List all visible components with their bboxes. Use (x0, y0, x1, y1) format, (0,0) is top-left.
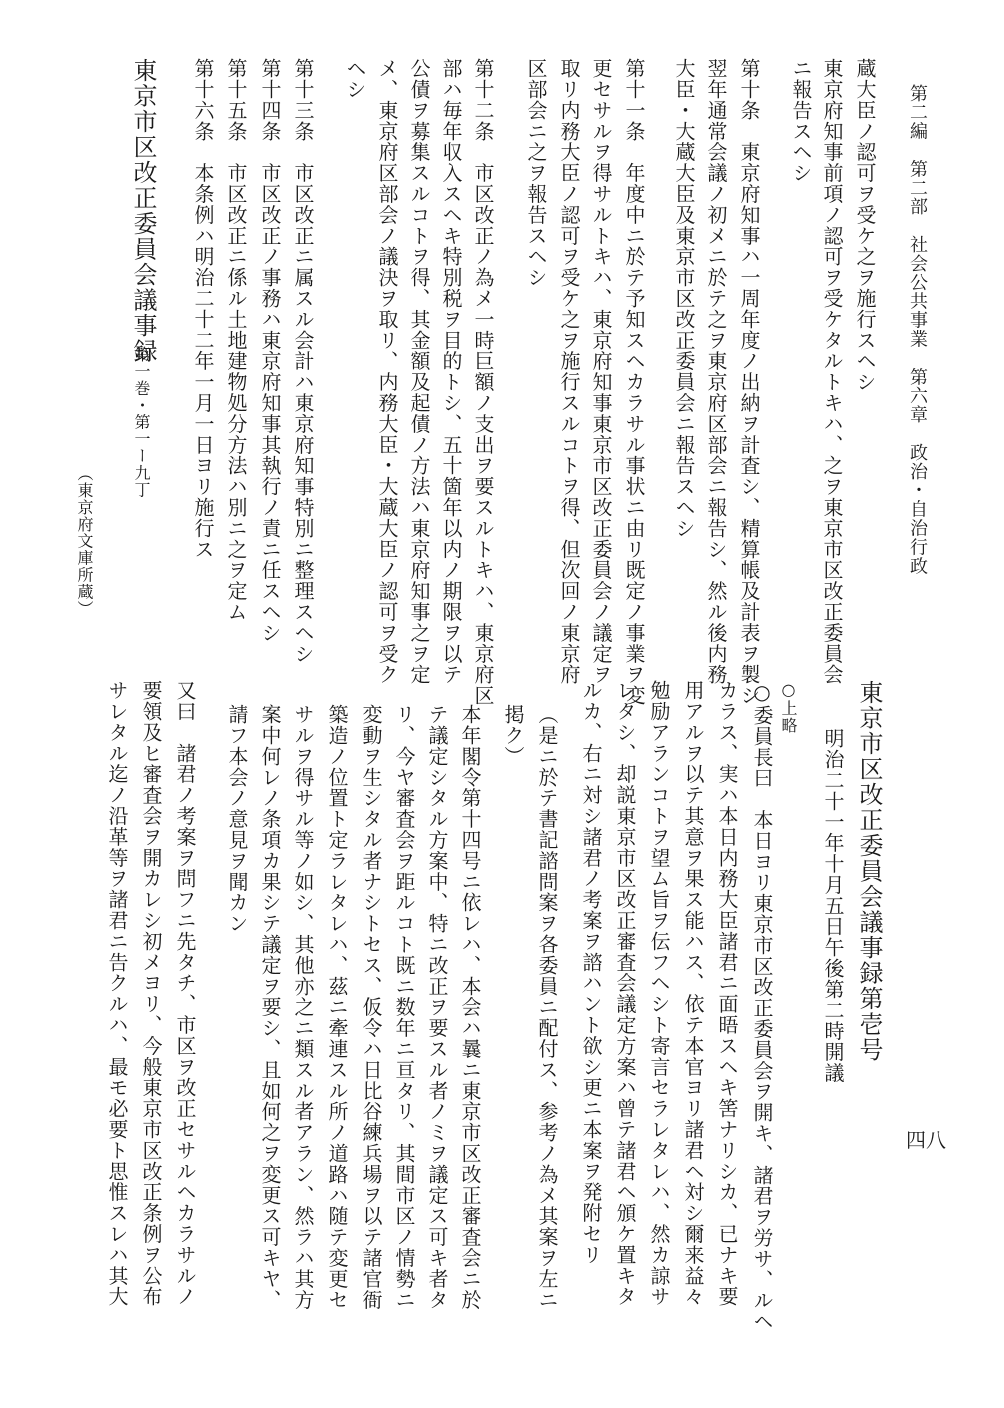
text-line: 区部会ニ之ヲ報告スヘシ (524, 58, 548, 288)
text-line: メ、東京府区部会ノ議決ヲ取リ、内務大臣・大蔵大臣ノ認可ヲ受ク (375, 58, 399, 685)
text-line: 要領及ヒ審査会ヲ開カレシ初メヨリ、今般東京市区改正条例ヲ公布 (139, 680, 163, 1307)
omission-mark: ○上略 (779, 680, 798, 734)
text-line: 公債ヲ募集スルコトヲ得、其金額及起債ノ方法ハ東京府知事之ヲ定 (407, 58, 431, 685)
chairman-remark-2: 又曰 諸君ノ考案ヲ問フニ先タチ、市区ヲ改正セサルヘカラサルノ (173, 680, 197, 1307)
text-line: 変動ヲ生シタル者ナシトセス、仮令ハ日比谷練兵場ヲ以テ諸官衙 (359, 704, 383, 1311)
source-archive: （東京府文庫所蔵） (75, 465, 94, 618)
page-number: 四八 (906, 1128, 946, 1152)
text-line: ニ報告スヘシ (789, 58, 813, 184)
text-line: 取リ内務大臣ノ認可ヲ受ケ之ヲ施行スルコトヲ得、但次回ノ東京府 (557, 58, 581, 685)
text-line: 築造ノ位置ト定ラレタレハ、茲ニ牽連スル所ノ道路ハ随テ変更セ (325, 704, 349, 1311)
editorial-note: （是ニ於テ書記諮問案ヲ各委員ニ配付ス、参考ノ為メ其案ヲ左ニ (535, 704, 559, 1311)
article-10-line: 第十条 東京府知事ハ一周年度ノ出納ヲ計査シ、精算帳及計表ヲ製シ (737, 58, 761, 706)
text-line: レタシ、却説東京市区改正審査会議定方案ハ曾テ諸君ヘ頒ケ置キタ (613, 680, 637, 1307)
article-12-line: 第十二条 市区改正ノ為メ一時巨額ノ支出ヲ要スルトキハ、東京府区 (471, 58, 495, 706)
text-line: 大臣・大蔵大臣及東京市区改正委員会ニ報告スヘシ (672, 58, 696, 539)
text-line: 請フ本会ノ意見ヲ聞カン (225, 704, 249, 934)
text-line: 蔵大臣ノ認可ヲ受ケ之ヲ施行スヘシ (853, 58, 877, 393)
text-line: サレタル迄ノ沿革等ヲ諸君ニ告クルハ、最モ必要ト思惟スレハ其大 (105, 680, 129, 1307)
text-line: カラス、実ハ本日内務大臣諸君ニ面晤スヘキ筈ナリシカ、已ナキ要 (715, 680, 739, 1307)
text-line: 掲ク） (501, 704, 525, 767)
text-line: ヘシ (343, 58, 367, 100)
text-line: テ議定シタル方案中、特ニ改正ヲ要スル者ノミヲ議定ス可キ者タ (425, 704, 449, 1311)
running-head: 第二編 第二部 社会公共事業 第六章 政治・自治行政 (907, 84, 928, 576)
text-line: 勉励アランコトヲ望ム旨ヲ伝フヘシト寄言セラレタレハ、然カ諒サ (647, 680, 671, 1307)
source-title: 東京市区改正委員会議事録 (129, 58, 157, 364)
meeting-date: 明治二十一年十月五日午後第二時開議 (821, 728, 845, 1084)
text-line: サルヲ得サル等ノ如シ、其他亦之ニ類スル者アラン、然ラハ其方 (291, 704, 315, 1311)
text-line: 翌年通常会議ノ初メニ於テ之ヲ東京府区部会ニ報告シ、然ル後内務 (704, 58, 728, 685)
minutes-title: 東京市区改正委員会議事録第壱号 (855, 680, 883, 1063)
source-volume: 第一巻・第一ー九丁 (132, 346, 151, 499)
article-11-line: 第十一条 年度中ニ於テ予知スヘカラサル事状ニ由リ既定ノ事業ヲ変 (622, 58, 646, 706)
article-16-line: 第十六条 本条例ハ明治二十二年一月一日ヨリ施行ス (191, 58, 215, 560)
article-13-line: 第十三条 市区改正ニ属スル会計ハ東京府知事特別ニ整理スヘシ (291, 58, 315, 665)
text-line: 更セサルヲ得サルトキハ、東京府知事東京市区改正委員会ノ議定ヲ (589, 58, 613, 685)
text-line: 用アルヲ以テ其意ヲ果ス能ハス、依テ本官ヨリ諸君ヘ対シ爾来益々 (681, 680, 705, 1307)
article-14-line: 第十四条 市区改正ノ事務ハ東京府知事其執行ノ責ニ任スヘシ (258, 58, 282, 644)
text-line: リ、今ヤ審査会ヲ距ルコト既ニ数年ニ亘タリ、其間市区ノ情勢ニ (392, 704, 416, 1311)
chairman-remark: ○委員長曰 本日ヨリ東京市区改正委員会ヲ開キ、諸君ヲ労サ、ルヘ (750, 680, 774, 1332)
text-line: 案中何レノ条項カ果シテ議定ヲ要シ、且如何之ヲ変更ス可キヤ、 (258, 704, 282, 1311)
text-line: ルカ、右ニ対シ諸君ノ考案ヲ諮ハント欲シ更ニ本案ヲ発附セリ (579, 680, 603, 1266)
text-line: 部ハ毎年収入スヘキ特別税ヲ目的トシ、五十箇年以内ノ期限ヲ以テ (439, 58, 463, 685)
inquiry-text: 本年閣令第十四号ニ依レハ、本会ハ曩ニ東京市区改正審査会ニ於 (458, 704, 482, 1311)
text-line: 東京府知事前項ノ認可ヲ受ケタルトキハ、之ヲ東京市区改正委員会 (820, 58, 844, 685)
article-15-line: 第十五条 市区改正ニ係ル土地建物処分方法ハ別ニ之ヲ定ム (224, 58, 248, 623)
